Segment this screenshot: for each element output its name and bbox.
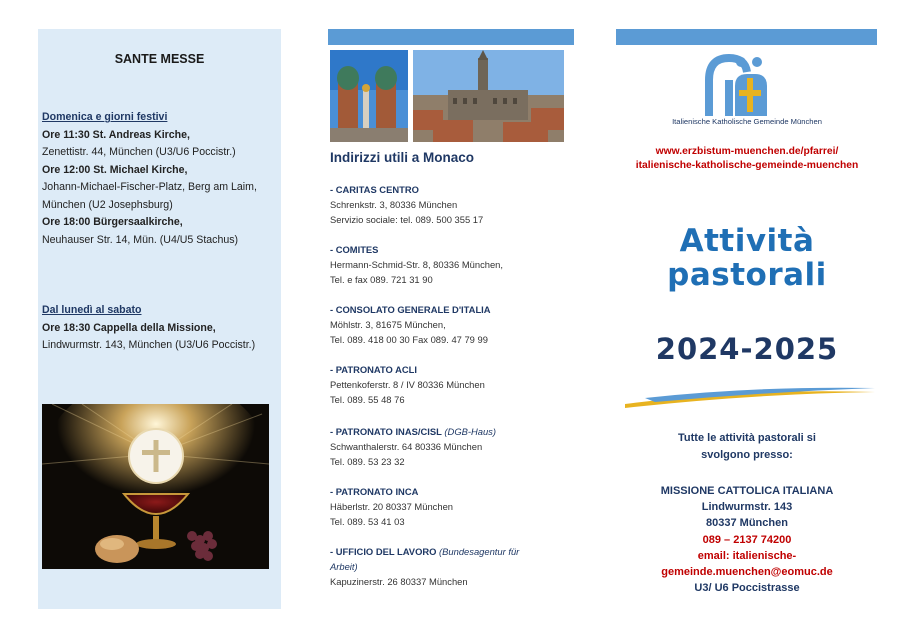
org-name: - CONSOLATO GENERALE D'ITALIA	[330, 304, 491, 315]
intro-line: Tutte le attività pastorali si	[678, 432, 816, 444]
logo-caption: Italienische Katholische Gemeinde München	[672, 117, 822, 126]
mass-time: Ore 11:30 St. Andreas Kirche,	[42, 128, 190, 141]
address-caritas	[330, 182, 483, 227]
mission-street: Lindwurmstr. 143	[701, 501, 793, 514]
org-name: - PATRONATO ACLI	[330, 364, 417, 375]
mass-address: Zenettistr. 44, München (U3/U6 Poccistr.)	[42, 146, 236, 158]
sunday-heading: Domenica e giorni festivi	[42, 111, 168, 123]
org-phone: Tel. 089. 53 23 32	[330, 456, 405, 467]
decorative-swoosh	[625, 386, 875, 408]
org-phone: Tel. 089. 53 41 03	[330, 516, 405, 527]
address-inas	[330, 424, 496, 469]
parish-logo	[705, 52, 775, 116]
org-phone: Servizio sociale: tel. 089. 500 355 17	[330, 214, 484, 225]
mass-address: Johann-Michael-Fischer-Platz, Berg am Laim,	[42, 181, 257, 193]
weekday-masses	[42, 302, 255, 355]
org-address: Kapuzinerstr. 26 80337 München	[330, 576, 468, 587]
mass-time: Ore 12:00 St. Michael Kirche,	[42, 163, 188, 176]
title-line: pastorali	[667, 257, 827, 293]
activities-location-intro	[618, 430, 876, 464]
org-address: Möhlstr. 3, 81675 München,	[330, 319, 446, 330]
address-inca	[330, 484, 453, 529]
mission-email: gemeinde.muenchen@eomuc.de	[661, 566, 833, 579]
mission-name: MISSIONE CATTOLICA ITALIANA	[660, 485, 834, 497]
mission-contact	[618, 483, 876, 596]
org-note: (Bundesagentur für	[439, 546, 520, 557]
mass-address: München (U2 Josephsburg)	[42, 198, 173, 211]
org-phone: Tel. 089. 55 48 76	[330, 394, 405, 405]
address-comites	[330, 242, 503, 287]
addresses-title: Indirizzi utili a Monaco	[330, 150, 475, 165]
right-header-bar	[616, 29, 877, 45]
eucharist-image	[42, 404, 269, 569]
mass-time: Ore 18:00 Bürgersaalkirche,	[42, 216, 183, 228]
frauenkirche-photo	[330, 50, 408, 142]
org-name: - CARITAS CENTRO	[330, 184, 419, 195]
mass-time: Ore 18:30 Cappella della Missione,	[42, 321, 216, 334]
weekday-heading: Dal lunedì al sabato	[42, 304, 142, 316]
marienplatz-photo	[413, 50, 564, 142]
org-phone: Tel. e fax 089. 721 31 90	[330, 274, 433, 285]
org-note: (DGB-Haus)	[444, 426, 496, 437]
org-address: Schrenkstr. 3, 80336 München	[330, 199, 458, 210]
org-address: Häberlstr. 20 80337 München	[330, 501, 453, 512]
masses-title: SANTE MESSE	[114, 52, 205, 66]
mass-address: Neuhauser Str. 14, Mün. (U4/U5 Stachus)	[42, 233, 239, 246]
org-name: - PATRONATO INCA	[330, 486, 419, 497]
intro-line: svolgono presso:	[701, 449, 793, 461]
mission-phone: 089 – 2137 74200	[702, 533, 792, 546]
org-phone: Tel. 089. 418 00 30 Fax 089. 47 79 99	[330, 334, 488, 345]
sunday-masses	[42, 109, 257, 249]
middle-header-bar	[328, 29, 574, 45]
year-range: 2024-2025	[655, 332, 839, 366]
mission-email: email: italienische-	[697, 549, 797, 562]
org-name: - COMITES	[330, 244, 379, 255]
mass-address: Lindwurmstr. 143, München (U3/U6 Poccistr.)	[42, 339, 256, 351]
address-acli	[330, 362, 485, 407]
org-name: - PATRONATO INAS/CISL	[330, 426, 442, 437]
mission-city: 80337 München	[706, 517, 788, 530]
title-line: Attività	[679, 223, 815, 259]
org-name: - UFFICIO DEL LAVORO	[330, 546, 437, 557]
address-consolato	[330, 302, 491, 347]
org-note: Arbeit)	[330, 561, 358, 572]
brochure-title	[618, 224, 876, 292]
org-address: Hermann-Schmid-Str. 8, 80336 München,	[330, 259, 504, 270]
org-address: Pettenkoferstr. 8 / IV 80336 München	[330, 379, 485, 390]
parish-url[interactable]	[618, 145, 876, 173]
url-line: www.erzbistum-muenchen.de/pfarrei/	[655, 146, 839, 157]
url-line: italienische-katholische-gemeinde-muenchen	[635, 160, 859, 171]
address-ufficio-lavoro	[330, 544, 519, 589]
mission-transit: U3/ U6 Poccistrasse	[694, 582, 800, 595]
org-address: Schwanthalerstr. 64 80336 München	[330, 441, 483, 452]
